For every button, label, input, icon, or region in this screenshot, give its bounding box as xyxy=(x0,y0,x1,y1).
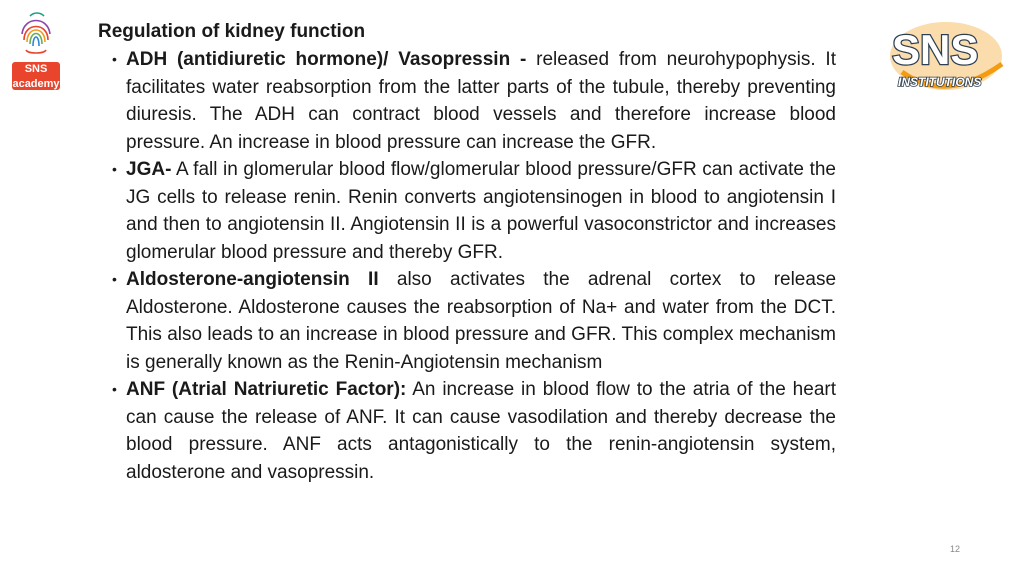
sns-institutions-subtitle: INSTITUTIONS xyxy=(898,75,982,89)
bullet-anf xyxy=(98,376,836,486)
bullet-jga xyxy=(98,156,836,266)
bullet-aldosterone xyxy=(98,266,836,376)
bullet-term: ANF (Atrial Natriuretic Factor): xyxy=(126,379,407,400)
bullet-marker: • xyxy=(112,51,117,67)
sns-academy-name: SNS academy xyxy=(12,63,60,90)
sns-academy-badge xyxy=(12,62,60,108)
fingerprint-icon xyxy=(18,10,54,58)
slide-title: Regulation of kidney function xyxy=(98,21,366,42)
sns-institutions-brand: SNS xyxy=(892,26,979,73)
sns-institutions-logo xyxy=(884,12,1014,98)
sns-academy-tagline: a fingerprint school xyxy=(20,93,52,108)
bullet-list xyxy=(98,46,836,486)
bullet-text: released from neurohypophysis. It facilitates water reabsorption from the latter parts of the tubule, thereby preventing diuresis. The ADH can contract blood vessels and therefore increase blood pressure. An increase in blood pressure can increase the GFR. xyxy=(126,49,836,153)
bullet-marker: • xyxy=(112,271,117,287)
sns-academy-logo xyxy=(12,10,60,108)
slide-content xyxy=(98,18,836,486)
bullet-marker: • xyxy=(112,161,117,177)
page-number: 12 xyxy=(950,544,961,554)
bullet-text: also activates the adrenal cortex to release Aldosterone. Aldosterone causes the reabsorption of Na+ and water from the DCT. This also leads to an increase in blood pressure and GFR. This complex mechanism is generally known as the Renin-Angiotensin mechanism xyxy=(126,269,837,373)
bullet-term: ADH (antidiuretic hormone)/ Vasopressin - xyxy=(126,49,527,70)
bullet-term: JGA- xyxy=(126,159,172,180)
bullet-adh xyxy=(98,46,836,156)
bullet-marker: • xyxy=(112,381,117,397)
bullet-text: An increase in blood flow to the atria of the heart can cause the release of ANF. It can cause vasodilation and thereby decrease the blood pressure. ANF acts antagonistically to the renin-angiotensin system, aldosterone and vasopressin. xyxy=(126,379,836,483)
bullet-text: A fall in glomerular blood flow/glomerular blood pressure/GFR can activate the JG cells to release renin. Renin converts angiotensinogen in blood to angiotensin I and then to angiotensin II. Angiotensin II is a powerful vasoconstrictor and increases glomerular blood pressure and thereby GFR. xyxy=(126,159,836,263)
bullet-term: Aldosterone-angiotensin II xyxy=(126,269,379,290)
